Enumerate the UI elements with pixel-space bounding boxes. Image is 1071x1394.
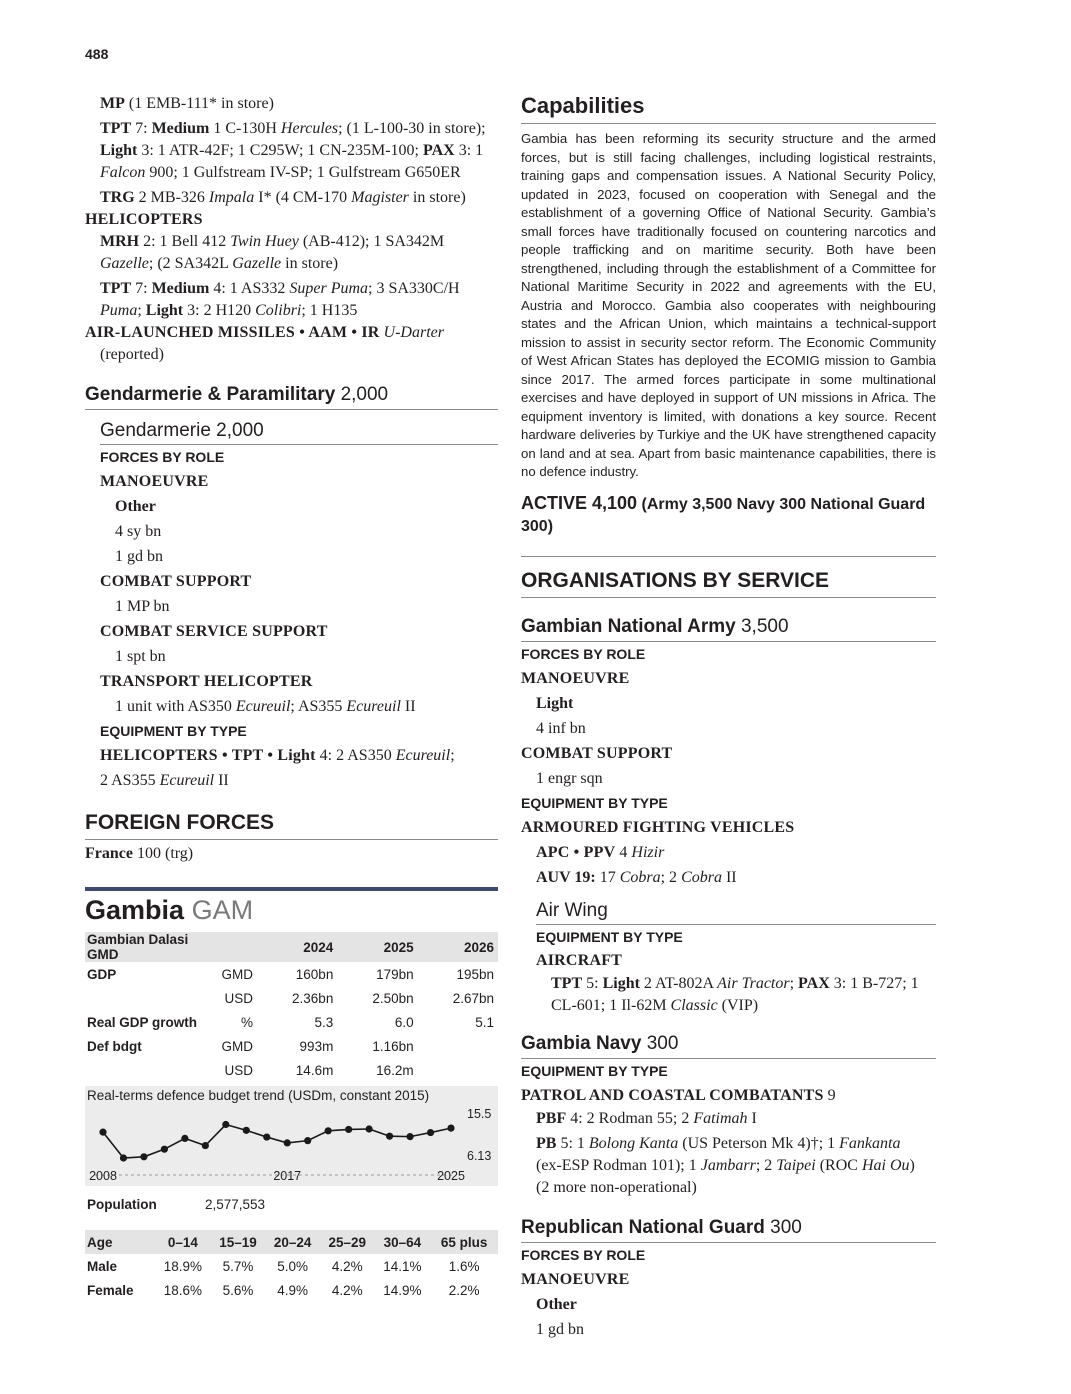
- forces-by-role-label: FORCES BY ROLE: [521, 645, 646, 662]
- data-point: [161, 1146, 168, 1153]
- sy-bn: 4 sy bn: [115, 523, 162, 540]
- y-tick-label: 15.5: [467, 1107, 492, 1121]
- population-table: [85, 1192, 498, 1216]
- page-number: 488: [85, 46, 109, 62]
- age-table-header: Age 0–14 15–19 20–24 25–29 30–64 65 plus: [85, 1230, 498, 1254]
- data-point: [243, 1127, 250, 1134]
- pbf-line: PBF 4: 2 Rodman 55; 2 Fatimah I: [536, 1109, 757, 1127]
- light-label: Light: [536, 694, 574, 712]
- economic-table-header: Gambian Dalasi GMD 2024 2025 2026: [85, 932, 498, 962]
- mp-bn: 1 MP bn: [115, 598, 170, 615]
- aircraft-label: AIRCRAFT: [536, 951, 623, 969]
- table-row: Real GDP growth % 5.3 6.0 5.1: [87, 1014, 494, 1030]
- heli-tpt-line: TPT 7: Medium 4: 1 AS332 Super Puma; 3 SA330C/H Puma; Light 3: 2 H120 Colibri; 1 H135: [100, 280, 460, 319]
- air-wing-tpt-line: TPT 5: Light 2 AT-802A Air Tractor; PAX 3: 1 B-727; 1 CL-601; 1 Il-62M Classic (VIP): [551, 974, 919, 1014]
- aircraft-tpt-line: TPT 7: Medium 1 C-130H Hercules; (1 L-100-30 in store); Light 3: 1 ATR-42F; 1 C295W; 1 CN-235M-100; PAX 3: 1 Falcon 900; 1 Gulfstream IV-SP; 1 Gulfstream G650ER: [100, 120, 486, 181]
- organisations-heading: ORGANISATIONS BY SERVICE: [521, 569, 936, 598]
- gendarmerie-paramilitary-heading: Gendarmerie & Paramilitary 2,000: [85, 384, 498, 410]
- x-tick-label: 2017: [273, 1169, 302, 1183]
- country-rule: [85, 887, 498, 891]
- equipment-by-type-label: EQUIPMENT BY TYPE: [521, 794, 668, 811]
- chart-title: Real-terms defence budget trend (USDm, constant 2015): [87, 1088, 430, 1103]
- trg-line: TRG 2 MB-326 Impala I* (4 CM-170 Magister in store): [100, 189, 466, 206]
- active-strength: ACTIVE 4,100 (Army 3,500 Navy 300 National Guard 300): [521, 492, 936, 557]
- combat-service-support-label: COMBAT SERVICE SUPPORT: [100, 623, 328, 640]
- engr-sqn: 1 engr sqn: [536, 769, 603, 787]
- foreign-forces-france: France 100 (trg): [85, 845, 194, 862]
- inf-bn: 4 inf bn: [536, 719, 586, 737]
- other-label: Other: [536, 1295, 577, 1313]
- pcc-line: PATROL AND COASTAL COMBATANTS 9: [521, 1086, 836, 1104]
- forces-by-role-label: FORCES BY ROLE: [521, 1246, 646, 1263]
- data-point: [325, 1127, 332, 1134]
- other-label: Other: [115, 498, 156, 515]
- manoeuvre-label: MANOEUVRE: [521, 1270, 630, 1288]
- equipment-by-type-label: EQUIPMENT BY TYPE: [521, 1062, 668, 1079]
- foreign-forces-heading: FOREIGN FORCES: [85, 811, 498, 840]
- mp-line: MP (1 EMB-111* in store): [100, 95, 274, 112]
- table-row: USD 2.36bn 2.50bn 2.67bn: [224, 990, 494, 1006]
- equipment-by-type-label: EQUIPMENT BY TYPE: [100, 723, 247, 739]
- gd-bn: 1 gd bn: [536, 1320, 584, 1338]
- defence-budget-trend-chart: [85, 1086, 498, 1186]
- afv-label: ARMOURED FIGHTING VEHICLES: [521, 818, 795, 836]
- data-point: [345, 1126, 352, 1133]
- economic-table: [85, 932, 498, 1082]
- x-tick-label: 2025: [437, 1169, 465, 1183]
- trend-chart-svg: [85, 1086, 498, 1186]
- forces-by-role-label: FORCES BY ROLE: [100, 449, 225, 465]
- transport-helicopter-unit: 1 unit with AS350 Ecureuil; AS355 Ecureuil II: [115, 698, 416, 715]
- combat-support-label: COMBAT SUPPORT: [521, 744, 673, 762]
- national-guard-heading: Republican National Guard 300: [521, 1217, 936, 1243]
- pb-line: PB 5: 1 Bolong Kanta (US Peterson Mk 4)†; 1 Fankanta (ex-ESP Rodman 101); 1 Jambarr; 2 Taipei (ROC Hai Ou) (2 more non-operational): [536, 1134, 915, 1196]
- data-point: [366, 1125, 373, 1132]
- spt-bn: 1 spt bn: [115, 648, 166, 665]
- data-point: [386, 1133, 393, 1140]
- manoeuvre-label: MANOEUVRE: [521, 669, 630, 687]
- table-row: GDP GMD 160bn 179bn 195bn: [87, 966, 494, 982]
- alm-line: AIR-LAUNCHED MISSILES • AAM • IR U-Darter (reported): [85, 324, 444, 363]
- data-point: [99, 1129, 106, 1136]
- capabilities-text: Gambia has been reforming its security structure and the armed forces, but is still facing challenges, including logistical restraints, training gaps and compensation issues. A National Security Policy, updated in 2023, focused on cooperation with Senegal and the establishment of a governing Office of National Security. Gambia’s small forces have traditionally focused on countering narcotics and people trafficking and on maritime security. Both have been strengthened, including through the establishment of a Committee for National Maritime Security in 2022 and agreements with the EU, Austria and Morocco. Gambia also cooperates with neighbouring states and the African Union, which maintains a technical-support mission to assist in security sector reform. The Economic Community of West African States has deployed the ECOMIG mission to Gambia since 2017. The armed forces participate in some multinational exercises and have deployed in support of UN missions in Africa. The equipment inventory is limited, with donations a key source. Recent hardware deliveries by Turkiye and the UK have strengthened capacity on land and at sea. Apart from basic maintenance capabilities, there is no defence industry.: [521, 131, 936, 479]
- data-point: [120, 1154, 127, 1161]
- data-point: [140, 1153, 147, 1160]
- data-point: [447, 1125, 454, 1132]
- table-row: Male 18.9% 5.7% 5.0% 4.2% 14.1% 1.6%: [87, 1258, 480, 1274]
- gendarmerie-helicopters-line: HELICOPTERS • TPT • Light 4: 2 AS350 Ecureuil; 2 AS355 Ecureuil II: [100, 747, 455, 789]
- data-point: [304, 1137, 311, 1144]
- helicopters-heading: HELICOPTERS: [85, 211, 203, 228]
- population-value: 2,577,553: [205, 1196, 266, 1212]
- table-row: Female 18.6% 5.6% 4.9% 4.2% 14.9% 2.2%: [87, 1282, 480, 1298]
- capabilities-heading: Capabilities: [521, 93, 936, 124]
- gd-bn: 1 gd bn: [115, 548, 163, 565]
- data-point: [284, 1139, 291, 1146]
- left-column: [85, 93, 498, 1302]
- right-column: [521, 93, 936, 1342]
- table-row: Population 2,577,553: [85, 1192, 498, 1216]
- age-table: [85, 1230, 498, 1302]
- data-point: [263, 1133, 270, 1140]
- combat-support-label: COMBAT SUPPORT: [100, 573, 252, 590]
- navy-heading: Gambia Navy 300: [521, 1033, 936, 1059]
- y-tick-label: 6.13: [467, 1149, 492, 1163]
- mrh-line: MRH 2: 1 Bell 412 Twin Huey (AB-412); 1 SA342M Gazelle; (2 SA342L Gazelle in store): [100, 233, 445, 272]
- apc-line: APC • PPV 4 Hizir: [536, 843, 665, 861]
- table-row: Def bdgt GMD 993m 1.16bn: [87, 1038, 414, 1054]
- army-heading: Gambian National Army 3,500: [521, 616, 936, 642]
- data-point: [222, 1121, 229, 1128]
- gendarmerie-heading: Gendarmerie 2,000: [100, 420, 498, 445]
- data-point: [406, 1133, 413, 1140]
- manoeuvre-label: MANOEUVRE: [100, 473, 209, 490]
- country-title: Gambia GAM: [85, 895, 254, 925]
- air-wing-heading: Air Wing: [536, 900, 936, 925]
- data-point: [427, 1129, 434, 1136]
- table-row: USD 14.6m 16.2m: [224, 1062, 414, 1078]
- auv-line: AUV 19: 17 Cobra; 2 Cobra II: [536, 868, 737, 886]
- equipment-by-type-label: EQUIPMENT BY TYPE: [536, 928, 683, 945]
- data-point: [202, 1142, 209, 1149]
- transport-helicopter-label: TRANSPORT HELICOPTER: [100, 673, 313, 690]
- x-tick-label: 2008: [89, 1169, 117, 1183]
- series-line: [103, 1125, 451, 1158]
- data-point: [181, 1135, 188, 1142]
